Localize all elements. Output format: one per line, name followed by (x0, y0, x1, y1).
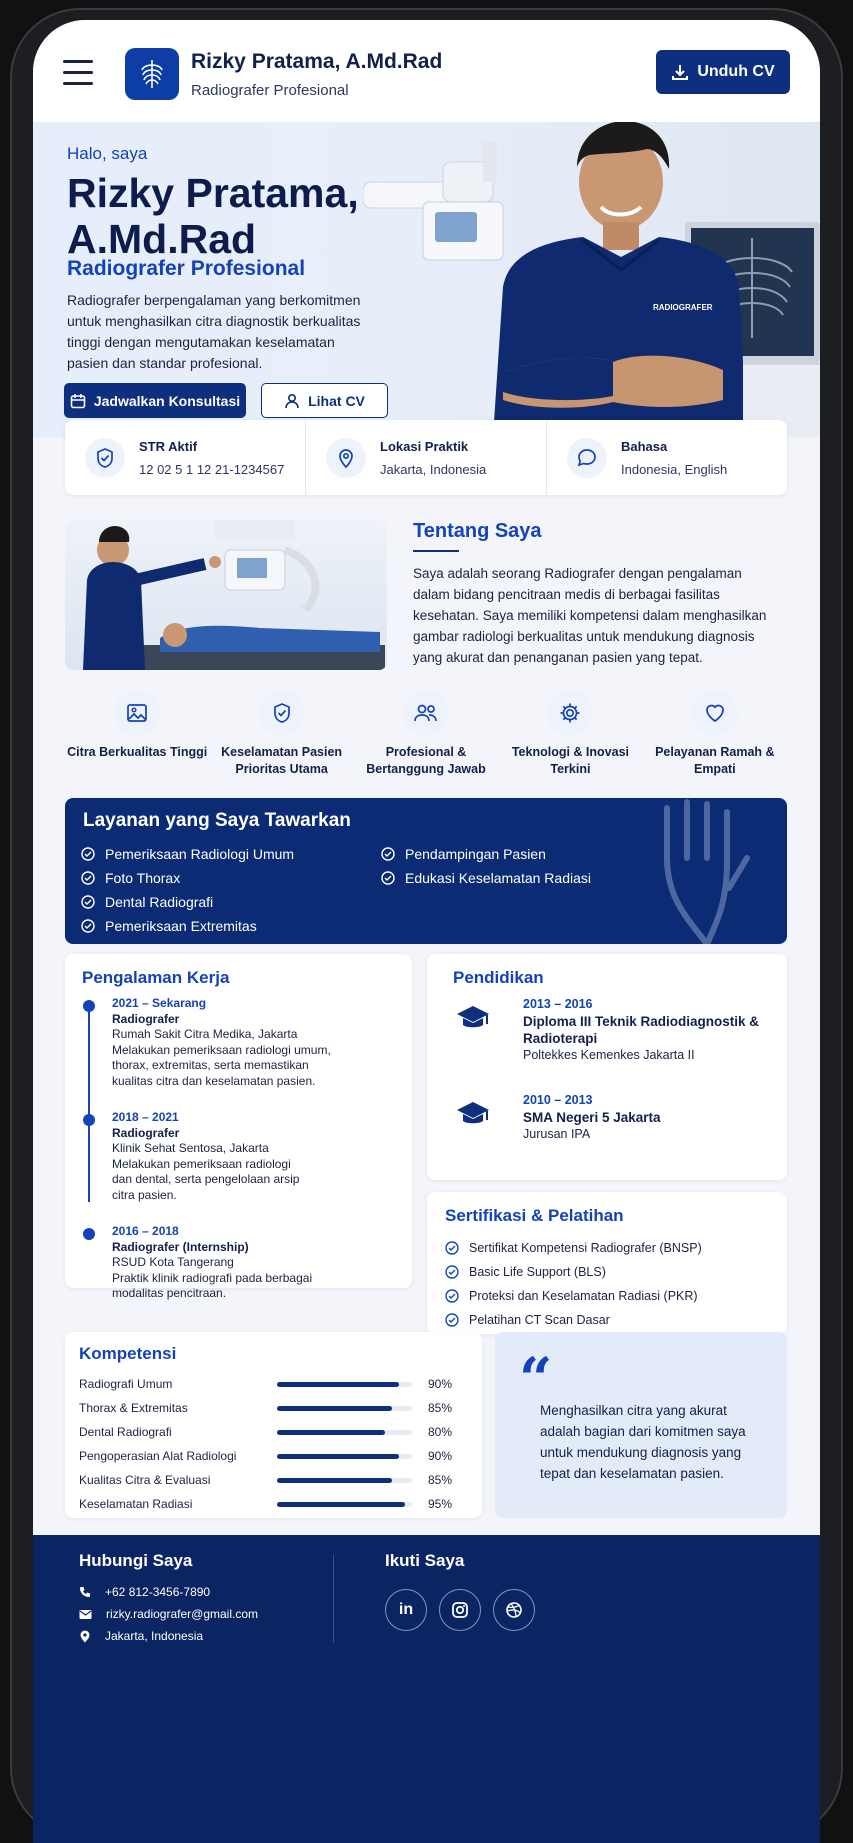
users-icon (403, 690, 449, 736)
info-value: Jakarta, Indonesia (380, 461, 487, 477)
experience-card (65, 954, 412, 1300)
education-years: 2013 – 2016 (523, 997, 593, 1011)
service-label: Pemeriksaan Extremitas (105, 918, 257, 934)
skill-bar-fill (277, 1382, 399, 1387)
service-item (381, 866, 591, 890)
job-entry (112, 996, 402, 1089)
header-name: Rizky Pratama, A.Md.Rad (191, 50, 443, 73)
feature-label: Keselamatan Pasien Prioritas Utama (221, 745, 343, 776)
social-section (385, 1551, 535, 1631)
check-circle-icon (381, 847, 395, 861)
cert-item (445, 1236, 702, 1260)
feature-label: Teknologi & Inovasi Terkini (511, 745, 629, 776)
skill-bar (277, 1406, 412, 1411)
xray-logo-icon (125, 48, 179, 100)
skill-percent: 90% (428, 1449, 453, 1463)
follow-title: Ikuti Saya (385, 1551, 465, 1570)
feature-label: Pelayanan Ramah & Empati (655, 745, 775, 776)
heart-icon (692, 690, 738, 736)
app-header (33, 20, 820, 122)
check-circle-icon (445, 1289, 459, 1303)
phone-text: +62 812-3456-7890 (105, 1585, 211, 1599)
radiographer-portrait (473, 122, 743, 437)
info-item-str (65, 420, 306, 495)
cert-item (445, 1308, 702, 1332)
view-cv-button[interactable] (261, 383, 388, 418)
skill-name: Thorax & Extremitas (79, 1401, 188, 1415)
job-role: Radiografer (112, 1125, 180, 1140)
job-desc: Praktik klinik radiografi pada berbagai modalitas pencitraan. (112, 1270, 313, 1300)
skill-bar (277, 1478, 412, 1483)
hero-role: Radiografer Profesional (67, 257, 306, 280)
job-entry (112, 1224, 402, 1302)
quote-text: Menghasilkan citra yang akurat adalah bagian dari komitmen saya untuk mendukung diagnosis yang tepat dan keselamatan pasien. (540, 1403, 746, 1481)
skills-card (65, 1332, 482, 1518)
skill-name: Dental Radiografi (79, 1425, 172, 1439)
check-circle-icon (81, 895, 95, 909)
cert-label: Pelatihan CT Scan Dasar (469, 1313, 610, 1327)
about-underline (413, 550, 459, 552)
job-years: 2018 – 2021 (112, 1110, 179, 1124)
hero-name: Rizky Pratama, A.Md.Rad (67, 170, 359, 262)
job-place: RSUD Kota Tangerang (112, 1255, 234, 1269)
footer (33, 1535, 820, 1843)
image-icon (114, 690, 160, 736)
email-link[interactable] (79, 1603, 258, 1625)
skill-bar-fill (277, 1478, 392, 1483)
feature-item (354, 690, 498, 780)
job-role: Radiografer (112, 1011, 180, 1026)
certifications-title: Sertifikasi & Pelatihan (445, 1206, 624, 1225)
education-degree: Diploma III Teknik Radiodiagnostik & Radioterapi (523, 1014, 760, 1046)
skill-percent: 85% (428, 1473, 453, 1487)
mail-icon (79, 1609, 92, 1620)
skill-row (79, 1494, 469, 1514)
about-title: Tentang Saya (413, 520, 542, 542)
skill-bar (277, 1502, 412, 1507)
footer-divider (333, 1555, 334, 1643)
skill-name: Pengoperasian Alat Radiologi (79, 1449, 237, 1463)
download-cv-label: Unduh CV (697, 63, 775, 80)
feature-label: Citra Berkualitas Tinggi (67, 745, 208, 759)
location-text: Jakarta, Indonesia (105, 1629, 204, 1643)
skill-row (79, 1374, 469, 1394)
hero-section (33, 122, 820, 437)
skill-bar (277, 1454, 412, 1459)
experience-title: Pengalaman Kerja (82, 968, 230, 987)
job-years: 2016 – 2018 (112, 1224, 179, 1238)
hand-xray-image (637, 798, 767, 944)
info-strip (65, 420, 787, 495)
service-label: Edukasi Keselamatan Radiasi (405, 870, 591, 886)
phone-link[interactable] (79, 1581, 258, 1603)
skill-bar-fill (277, 1502, 405, 1507)
check-circle-icon (81, 871, 95, 885)
info-title: STR Aktif (139, 438, 198, 454)
quote-card (495, 1332, 787, 1518)
certifications-list (445, 1236, 702, 1332)
check-circle-icon (445, 1241, 459, 1255)
feature-item (209, 690, 353, 780)
header-role: Radiografer Profesional (191, 82, 349, 99)
instagram-icon[interactable] (439, 1589, 481, 1631)
service-item (81, 842, 294, 866)
timeline-dot (83, 1000, 95, 1012)
map-pin-icon (326, 438, 366, 478)
timeline-dot (83, 1228, 95, 1240)
hero-greeting: Halo, saya (67, 144, 148, 163)
schedule-consultation-button[interactable] (64, 383, 246, 418)
timeline-line (88, 1006, 90, 1202)
certifications-card (427, 1192, 787, 1334)
check-circle-icon (381, 871, 395, 885)
contact-title: Hubungi Saya (79, 1551, 193, 1570)
skill-name: Kualitas Citra & Evaluasi (79, 1473, 211, 1487)
shield-check-icon (85, 438, 125, 478)
skills-title: Kompetensi (79, 1344, 177, 1363)
skill-percent: 85% (428, 1401, 453, 1415)
about-photo (65, 520, 387, 670)
service-item (81, 914, 294, 938)
about-text: Saya adalah seorang Radiografer dengan pengalaman dalam bidang pencitraan medis di berbagai fasilitas kesehatan. Saya memiliki kompetensi dalam menghasilkan gambar radiologi berkualitas untuk mendukung diagnosis yang akurat dan penanganan pasien yang tepat. (413, 566, 767, 665)
skill-percent: 95% (428, 1497, 453, 1511)
cert-item (445, 1260, 702, 1284)
info-value: Indonesia, English (621, 461, 728, 477)
cert-label: Proteksi dan Keselamatan Radiasi (PKR) (469, 1289, 698, 1303)
skill-bar (277, 1430, 412, 1435)
skill-name: Radiografi Umum (79, 1377, 173, 1391)
skill-bar (277, 1382, 412, 1387)
job-place: Klinik Sehat Sentosa, Jakarta (112, 1141, 269, 1155)
quote-mark-icon: “ (519, 1345, 553, 1413)
location-icon (79, 1630, 91, 1643)
service-item (81, 890, 294, 914)
cert-label: Basic Life Support (BLS) (469, 1265, 606, 1279)
job-entry (112, 1110, 402, 1203)
service-label: Pemeriksaan Radiologi Umum (105, 846, 295, 862)
schedule-consultation-label: Jadwalkan Konsultasi (93, 392, 241, 409)
hero-intro: Radiografer berpengalaman yang berkomitmen untuk menghasilkan citra diagnostik berkualitas tinggi dengan mengutamakan keselamatan pasien dan standar profesional. (67, 292, 361, 371)
education-title: Pendidikan (453, 968, 544, 987)
job-desc: Melakukan pemeriksaan radiologi umum, thorax, extremitas, serta memastikan kualitas citra dan keselamatan pasien. (112, 1042, 331, 1088)
service-item (81, 866, 294, 890)
screen (33, 20, 820, 1843)
info-title: Lokasi Praktik (380, 438, 469, 454)
uniform-badge-text: RADIOGRAFER (653, 303, 713, 312)
info-item-language (547, 420, 787, 495)
service-label: Foto Thorax (105, 870, 181, 886)
services-list-right (381, 842, 591, 890)
education-school: Jurusan IPA (523, 1127, 591, 1141)
user-icon (284, 393, 300, 409)
skill-bar-fill (277, 1430, 385, 1435)
graduation-cap-icon (455, 1100, 491, 1128)
feature-item (643, 690, 787, 780)
dribbble-icon[interactable] (493, 1589, 535, 1631)
features-row (65, 690, 787, 780)
job-desc: Melakukan pemeriksaan radiologi dan dental, serta pengelolaan arsip citra pasien. (112, 1156, 300, 1202)
education-school: Poltekkes Kemenkes Jakarta II (523, 1048, 695, 1062)
info-title: Bahasa (621, 438, 668, 454)
chat-icon (567, 438, 607, 478)
download-icon (671, 63, 689, 81)
skill-row (79, 1398, 469, 1418)
job-years: 2021 – Sekarang (112, 996, 207, 1010)
feature-item (498, 690, 642, 780)
job-role: Radiografer (Internship) (112, 1239, 249, 1254)
social-links (385, 1589, 535, 1631)
linkedin-icon[interactable]: in (385, 1589, 427, 1631)
education-years: 2010 – 2013 (523, 1093, 593, 1107)
contact-section (79, 1551, 258, 1647)
check-circle-icon (445, 1313, 459, 1327)
skill-row (79, 1422, 469, 1442)
shield-icon (259, 690, 305, 736)
skill-name: Keselamatan Radiasi (79, 1497, 193, 1511)
services-list-left (81, 842, 294, 938)
feature-label: Profesional & Bertanggung Jawab (366, 745, 486, 776)
check-circle-icon (81, 847, 95, 861)
education-entry (523, 996, 773, 1064)
timeline-dot (83, 1114, 95, 1126)
info-value: 12 02 5 1 12 21-1234567 (139, 461, 285, 477)
view-cv-label: Lihat CV (308, 392, 365, 409)
check-circle-icon (445, 1265, 459, 1279)
skill-bar-fill (277, 1406, 392, 1411)
check-circle-icon (81, 919, 95, 933)
location-text-row (79, 1625, 258, 1647)
skill-row (79, 1446, 469, 1466)
education-entry (523, 1092, 773, 1143)
education-card (427, 954, 787, 1180)
services-title: Layanan yang Saya Tawarkan (83, 810, 351, 831)
service-label: Pendampingan Pasien (405, 846, 546, 862)
skill-row (79, 1470, 469, 1490)
service-item (381, 842, 591, 866)
calendar-icon (70, 393, 86, 409)
skill-bar-fill (277, 1454, 399, 1459)
service-label: Dental Radiografi (105, 894, 214, 910)
skill-percent: 80% (428, 1425, 453, 1439)
cert-item (445, 1284, 702, 1308)
feature-item (65, 690, 209, 780)
gear-icon (547, 690, 593, 736)
cert-label: Sertifikat Kompetensi Radiografer (BNSP) (469, 1241, 702, 1255)
graduation-cap-icon (455, 1004, 491, 1032)
info-item-location (306, 420, 547, 495)
download-cv-button[interactable] (656, 50, 790, 94)
phone-icon (79, 1586, 91, 1598)
email-text: rizky.radiografer@gmail.com (106, 1607, 258, 1621)
services-banner (65, 798, 787, 944)
education-degree: SMA Negeri 5 Jakarta (523, 1110, 661, 1125)
menu-icon[interactable] (63, 60, 93, 84)
skill-percent: 90% (428, 1377, 453, 1391)
job-place: Rumah Sakit Citra Medika, Jakarta (112, 1027, 298, 1041)
